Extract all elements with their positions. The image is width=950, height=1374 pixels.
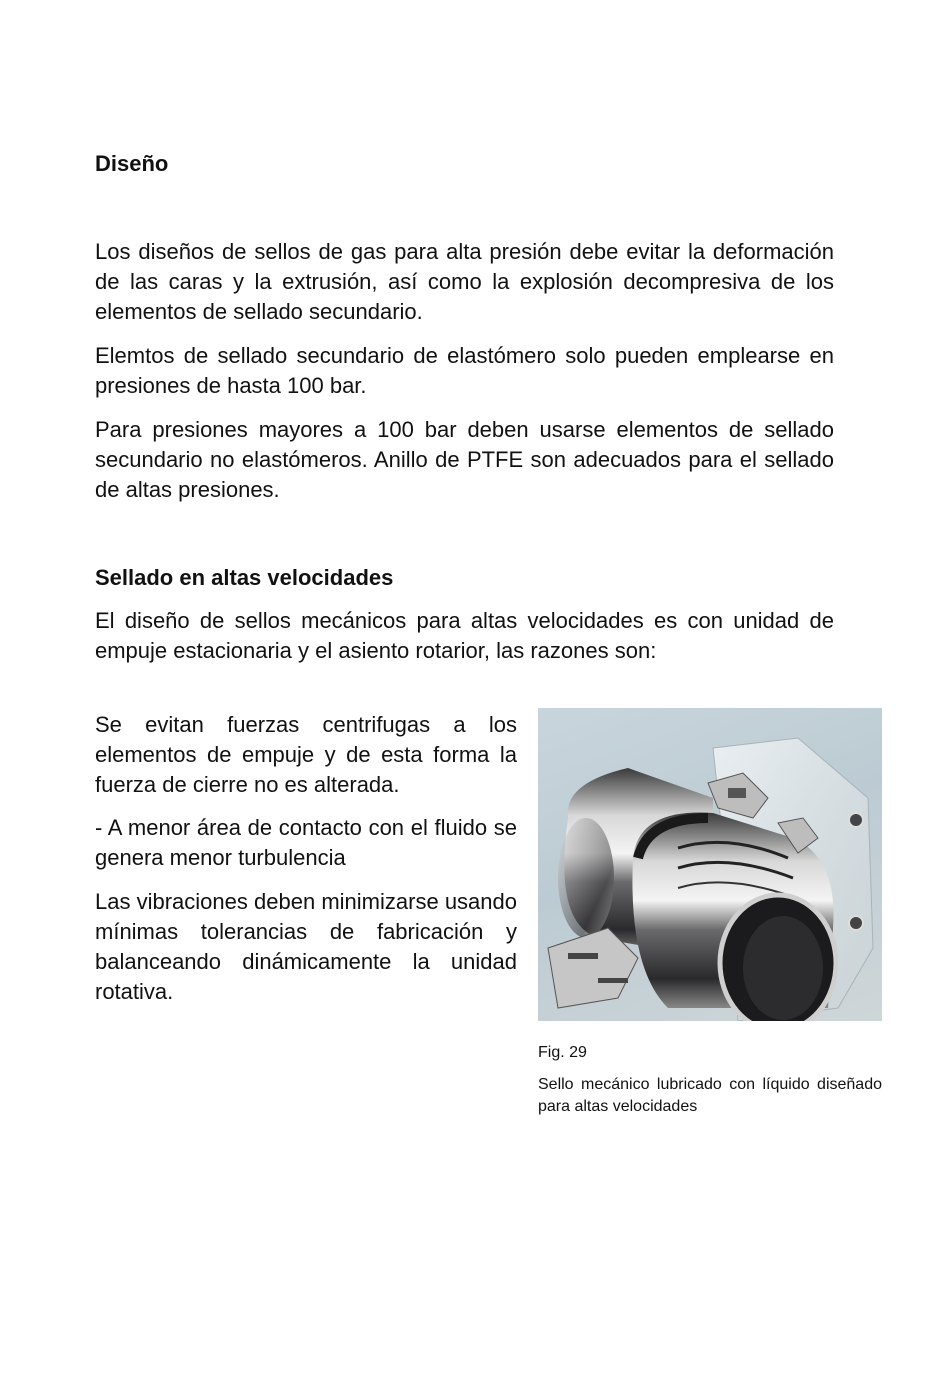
reason-item-1: Se evitan fuerzas centrifugas a los elementos de empuje y de esta forma la fuerza de cierre no es alterada. (95, 712, 517, 797)
section-heading-diseno: Diseño (95, 151, 169, 176)
reason-item-2: - A menor área de contacto con el fluido se genera menor turbulencia (95, 815, 517, 870)
paragraph-diseno-1: Los diseños de sellos de gas para alta presión debe evitar la deformación de las caras y la extrusión, así como la explosión decompresiva de los elementos de sellado secundario. (95, 239, 834, 324)
reason-item-3: Las vibraciones deben minimizarse usando mínimas tolerancias de fabricación y balanceando dinámicamente la unidad rotativa. (95, 889, 517, 1004)
mechanical-seal-illustration-icon (538, 708, 882, 1021)
mechanical-seal-image (538, 708, 882, 1021)
paragraph-intro-velocidades: El diseño de sellos mecánicos para altas velocidades es con unidad de empuje estacionaria y el asiento rotarior, las razones son: (95, 608, 834, 663)
paragraph-diseno-3: Para presiones mayores a 100 bar deben usarse elementos de sellado secundario no elastómeros. Anillo de PTFE son adecuados para el sellado de altas presiones. (95, 417, 834, 502)
section-heading-altas-velocidades: Sellado en altas velocidades (95, 565, 394, 590)
paragraph-diseno-2: Elemtos de sellado secundario de elastómero solo pueden emplearse en presiones de hasta 100 bar. (95, 343, 834, 398)
figure-label: Fig. 29 (538, 1044, 587, 1061)
figure-caption: Sello mecánico lubricado con líquido diseñado para altas velocidades (538, 1076, 882, 1115)
